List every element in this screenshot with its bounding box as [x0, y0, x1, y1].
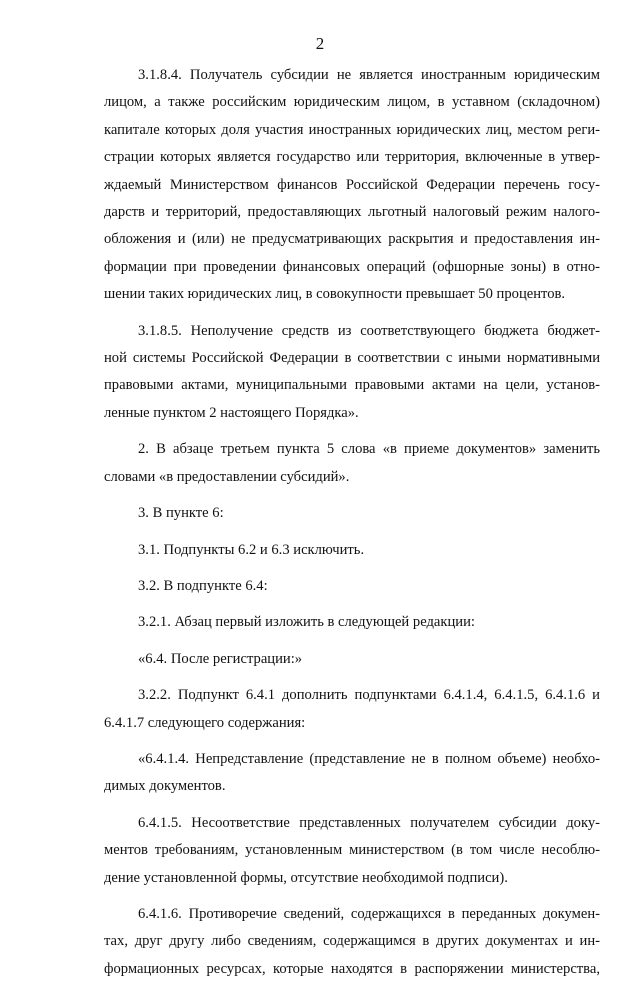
- paragraph-3-1-8-5: [104, 318, 600, 428]
- text-line: словами «в предоставлении субсидий».: [104, 468, 350, 485]
- text-line: 6.4.1.7 следующего содержания:: [104, 714, 306, 731]
- text-line: 2. В абзаце третьем пункта 5 слова «в приеме документов» заменить: [138, 441, 600, 458]
- paragraph-item-3-1: [104, 537, 600, 564]
- text-line: 6.4.1.5. Несоответствие представленных получателем субсидии доку-: [138, 814, 600, 831]
- paragraph-6-4-1-4: [104, 746, 600, 801]
- text-line: 3.2. В подпункте 6.4:: [138, 577, 268, 594]
- text-line: ждаемый Министерством финансов Российской Федерации перечень госу-: [104, 176, 600, 193]
- text-line: ной системы Российской Федерации в соответствии с иными нормативными: [104, 350, 600, 367]
- text-line: формации при проведении финансовых операций (офшорные зоны) в отно-: [104, 258, 600, 275]
- paragraph-item-3: [104, 500, 600, 527]
- paragraph-item-3-2: [104, 573, 600, 600]
- text-line: ментов требованиям, установленным министерством (в том числе несоблю-: [104, 842, 600, 859]
- text-line: правовыми актами, муниципальными правовыми актами на цели, установ-: [104, 377, 600, 394]
- text-line: «6.4. После регистрации:»: [138, 650, 303, 667]
- paragraph-item-2: [104, 436, 600, 491]
- text-line: дарств и территорий, предоставляющих льготный налоговый режим налого-: [104, 204, 600, 221]
- paragraph-item-3-2-1: [104, 609, 600, 636]
- text-line: димых документов.: [104, 778, 226, 795]
- text-line: шении таких юридических лиц, в совокупности превышает 50 процентов.: [104, 286, 566, 303]
- text-line: страции которых является государство или территория, включенные в утвер-: [104, 149, 600, 166]
- text-line: формационных ресурсах, которые находятся в распоряжении министерства,: [104, 960, 600, 977]
- text-line: ленные пунктом 2 настоящего Порядка».: [104, 404, 359, 421]
- text-line: 3.1.8.5. Неполучение средств из соответствующего бюджета бюджет-: [138, 322, 600, 339]
- text-line: 3.2.2. Подпункт 6.4.1 дополнить подпунктами 6.4.1.4, 6.4.1.5, 6.4.1.6 и: [138, 687, 600, 704]
- text-line: 3. В пункте 6:: [138, 505, 224, 522]
- page-number: 2: [315, 34, 325, 53]
- text-line: обложения и (или) не предусматривающих раскрытия и предоставления ин-: [104, 231, 600, 248]
- text-line: 3.2.1. Абзац первый изложить в следующей редакции:: [138, 614, 475, 631]
- paragraph-quote-6-4: [104, 646, 600, 673]
- text-line: лицом, а также российским юридическим лицом, в уставном (складочном): [104, 94, 600, 111]
- paragraph-6-4-1-5: [104, 810, 600, 892]
- text-line: капитале которых доля участия иностранных юридических лиц, местом реги-: [104, 121, 600, 138]
- document-body: [104, 62, 600, 983]
- text-line: дение установленной формы, отсутствие необходимой подписи).: [104, 869, 508, 886]
- text-line: тах, друг другу либо сведениям, содержащимся в других документах и ин-: [104, 933, 600, 950]
- text-line: 3.1. Подпункты 6.2 и 6.3 исключить.: [138, 541, 365, 558]
- text-line: «6.4.1.4. Непредставление (представление не в полном объеме) необхо-: [138, 750, 600, 767]
- paragraph-item-3-2-2: [104, 682, 600, 737]
- paragraph-6-4-1-6: [104, 901, 600, 983]
- text-line: 3.1.8.4. Получатель субсидии не является иностранным юридическим: [138, 67, 600, 83]
- text-line: 6.4.1.6. Противоречие сведений, содержащихся в переданных докумен-: [138, 905, 600, 922]
- paragraph-3-1-8-4: [104, 62, 600, 309]
